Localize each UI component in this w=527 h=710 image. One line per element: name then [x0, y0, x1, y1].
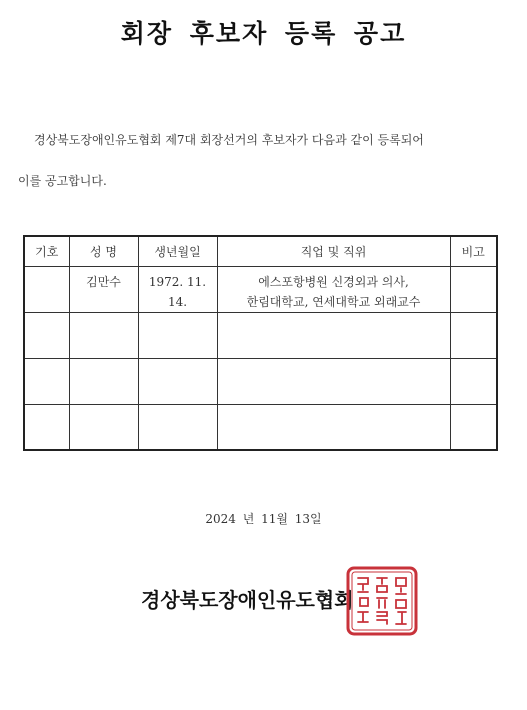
cell-name: 김만수 — [69, 266, 138, 312]
header-note: 비고 — [450, 236, 497, 266]
cell-birthdate: 1972. 11. 14. — [138, 266, 217, 312]
organization-name: 경상북도장애인유도협회 — [141, 588, 354, 612]
table-row — [24, 312, 497, 358]
announcement-text-line1: 경상북도장애인유도협회 제7대 회장선거의 후보자가 다음과 같이 등록되어 — [34, 133, 424, 147]
cell-number — [24, 404, 69, 450]
cell-name — [69, 404, 138, 450]
candidate-table — [23, 235, 498, 451]
cell-birthdate — [138, 404, 217, 450]
cell-note — [450, 358, 497, 404]
table-row — [24, 266, 497, 312]
header-number: 기호 — [24, 236, 69, 266]
cell-birthdate — [138, 312, 217, 358]
announcement-text-line2: 이를 공고합니다. — [18, 174, 107, 188]
cell-occupation — [217, 358, 450, 404]
official-seal-icon — [346, 566, 418, 636]
table-row — [24, 404, 497, 450]
cell-occupation — [217, 266, 450, 312]
cell-number — [24, 358, 69, 404]
table-header-row — [24, 236, 497, 266]
cell-occupation — [217, 312, 450, 358]
occupation-line1: 에스포항병원 신경외과 의사, — [258, 274, 409, 289]
cell-note — [450, 404, 497, 450]
occupation-line2: 한림대학교, 연세대학교 외래교수 — [246, 294, 421, 309]
cell-occupation — [217, 404, 450, 450]
header-occupation: 직업 및 직위 — [217, 236, 450, 266]
table-row — [24, 358, 497, 404]
cell-name — [69, 358, 138, 404]
cell-birthdate — [138, 358, 217, 404]
cell-number — [24, 266, 69, 312]
header-name: 성 명 — [69, 236, 138, 266]
announcement-date: 2024 년 11월 13일 — [205, 512, 322, 526]
header-birthdate: 생년월일 — [138, 236, 217, 266]
cell-note — [450, 312, 497, 358]
cell-name — [69, 312, 138, 358]
cell-note — [450, 266, 497, 312]
page-title: 회장 후보자 등록 공고 — [120, 19, 407, 48]
cell-number — [24, 312, 69, 358]
